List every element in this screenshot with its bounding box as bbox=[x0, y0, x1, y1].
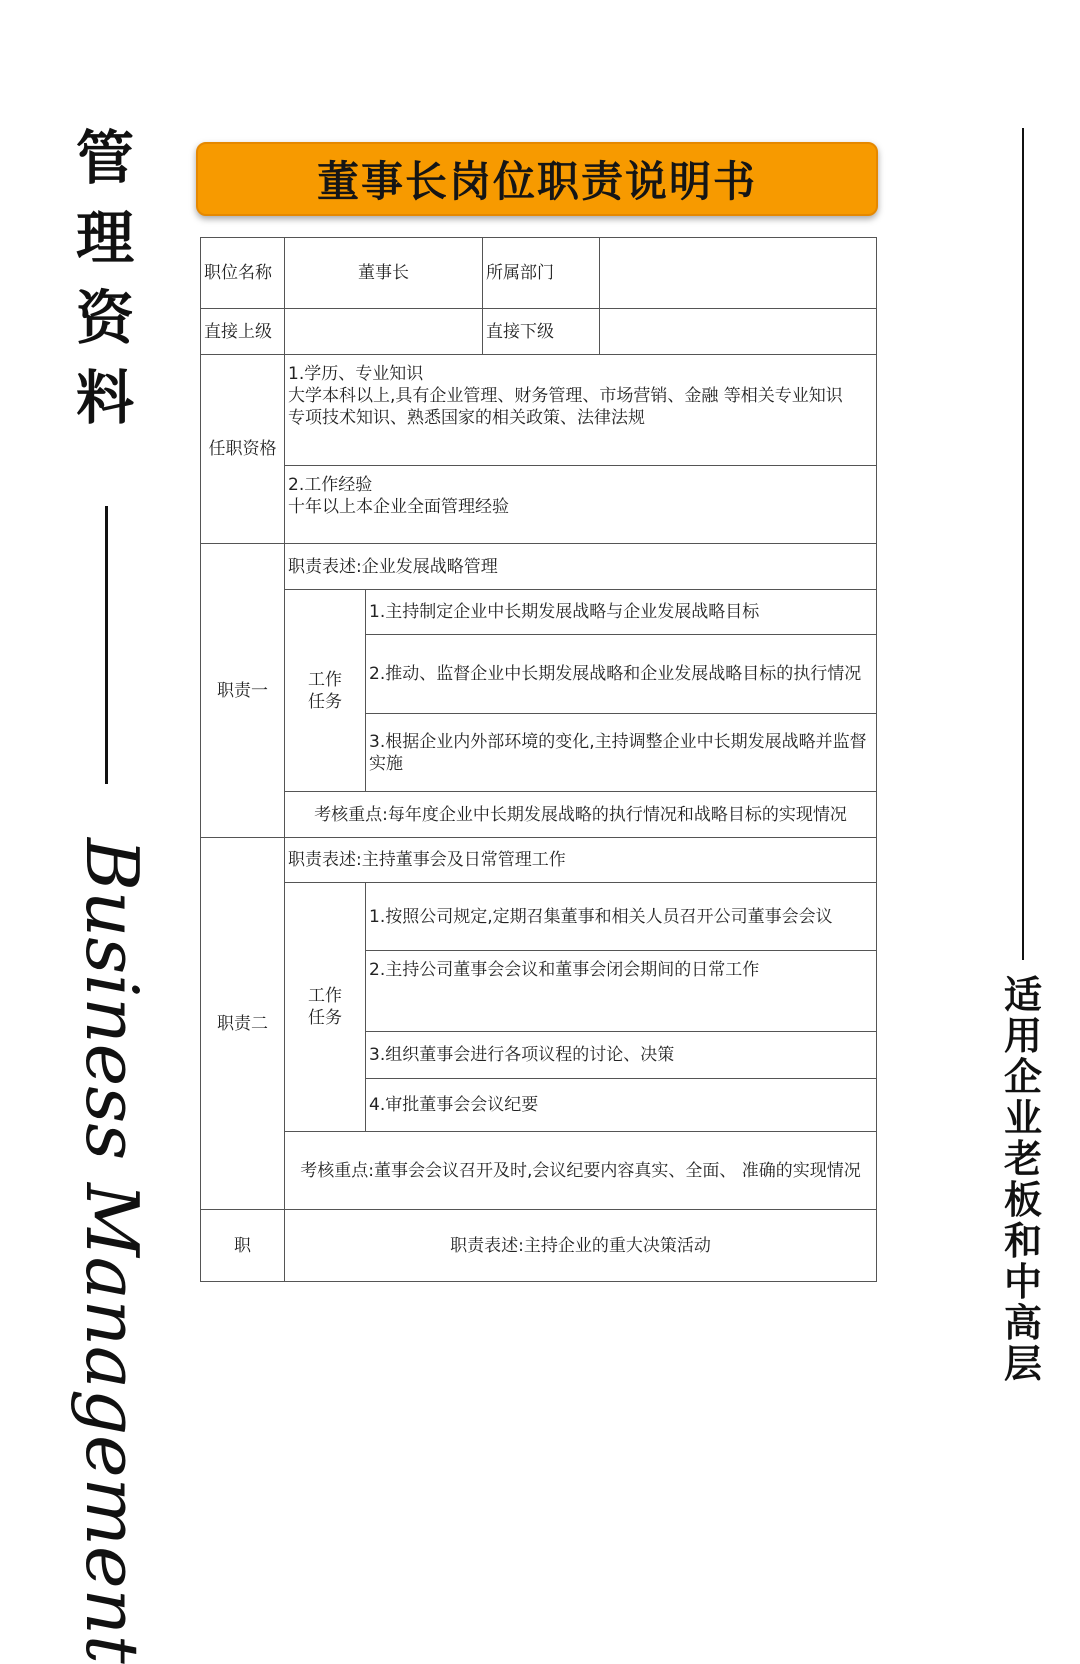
duty2-task-2: 2.主持公司董事会会议和董事会闭会期间的日常工作 bbox=[366, 951, 877, 1032]
position-label: 职位名称 bbox=[201, 238, 285, 309]
duty1-assessment: 考核重点:每年度企业中长期发展战略的执行情况和战略目标的实现情况 bbox=[285, 792, 877, 838]
right-sidebar-decoration bbox=[990, 128, 1060, 1398]
duty1-task-3: 3.根据企业内外部环境的变化,主持调整企业中长期发展战略并监督实施 bbox=[366, 714, 877, 792]
duty1-label: 职责一 bbox=[201, 544, 285, 838]
table-row bbox=[201, 1210, 877, 1282]
superior-label: 直接上级 bbox=[201, 309, 285, 355]
department-value bbox=[600, 238, 877, 309]
position-value: 董事长 bbox=[285, 238, 483, 309]
table-row bbox=[201, 1132, 877, 1210]
vertical-caption: 适用企业老板和中高层 bbox=[1003, 972, 1042, 1386]
vertical-title-cn: 管理资料 bbox=[75, 124, 134, 432]
right-divider-line bbox=[1022, 128, 1024, 960]
task-label-line: 工作 bbox=[308, 986, 342, 1006]
duty1-task-2: 2.推动、监督企业中长期发展战略和企业发展战略目标的执行情况 bbox=[366, 635, 877, 714]
duty2-statement: 职责表述:主持董事会及日常管理工作 bbox=[285, 838, 877, 883]
qualification-experience bbox=[285, 466, 877, 544]
qualification-education-line: 大学本科以上,具有企业管理、财务管理、市场营销、金融 等相关专业知识 bbox=[288, 386, 843, 406]
qualification-education bbox=[285, 355, 877, 466]
duty2-assessment: 考核重点:董事会会议召开及时,会议纪要内容真实、全面、 准确的实现情况 bbox=[285, 1132, 877, 1210]
document-title: 董事长岗位职责说明书 bbox=[316, 157, 757, 206]
duty2-task-4: 4.审批董事会会议纪要 bbox=[366, 1079, 877, 1132]
qualification-label: 任职资格 bbox=[201, 355, 285, 544]
task-label-line: 任务 bbox=[308, 691, 342, 712]
left-sidebar-decoration bbox=[60, 118, 154, 1664]
table-row bbox=[201, 309, 877, 355]
qualification-experience-line: 十年以上本企业全面管理经验 bbox=[288, 497, 509, 517]
table-row bbox=[201, 544, 877, 590]
duty2-task-label bbox=[285, 883, 366, 1132]
duty1-statement: 职责表述:企业发展战略管理 bbox=[285, 544, 877, 590]
subordinate-label: 直接下级 bbox=[483, 309, 600, 355]
table-row bbox=[201, 838, 877, 883]
table-row bbox=[201, 792, 877, 838]
duty2-task-1: 1.按照公司规定,定期召集董事和相关人员召开公司董事会会议 bbox=[366, 883, 877, 951]
task-label-line: 工作 bbox=[308, 669, 342, 690]
table-row bbox=[201, 238, 877, 309]
vertical-title-en: Business Management bbox=[70, 838, 154, 1664]
task-label-line: 任务 bbox=[308, 1008, 342, 1028]
title-banner bbox=[196, 142, 878, 216]
duty1-task-1: 1.主持制定企业中长期发展战略与企业发展战略目标 bbox=[366, 590, 877, 635]
qualification-experience-title: 2.工作经验 bbox=[288, 475, 373, 495]
superior-value bbox=[285, 309, 483, 355]
duty2-label: 职责二 bbox=[201, 838, 285, 1210]
left-divider-line bbox=[105, 506, 108, 784]
qualification-education-line: 专项技术知识、熟悉国家的相关政策、法律法规 bbox=[288, 408, 645, 428]
table-row bbox=[201, 590, 877, 635]
table-row bbox=[201, 883, 877, 951]
job-description-table bbox=[200, 237, 877, 1282]
department-label: 所属部门 bbox=[483, 238, 600, 309]
duty2-task-3: 3.组织董事会进行各项议程的讨论、决策 bbox=[366, 1032, 877, 1079]
duty3-label: 职 bbox=[201, 1210, 285, 1282]
duty3-statement: 职责表述:主持企业的重大决策活动 bbox=[285, 1210, 877, 1282]
table-row bbox=[201, 355, 877, 466]
duty1-task-label bbox=[285, 590, 366, 792]
table-row bbox=[201, 466, 877, 544]
qualification-education-title: 1.学历、专业知识 bbox=[288, 364, 424, 384]
subordinate-value bbox=[600, 309, 877, 355]
